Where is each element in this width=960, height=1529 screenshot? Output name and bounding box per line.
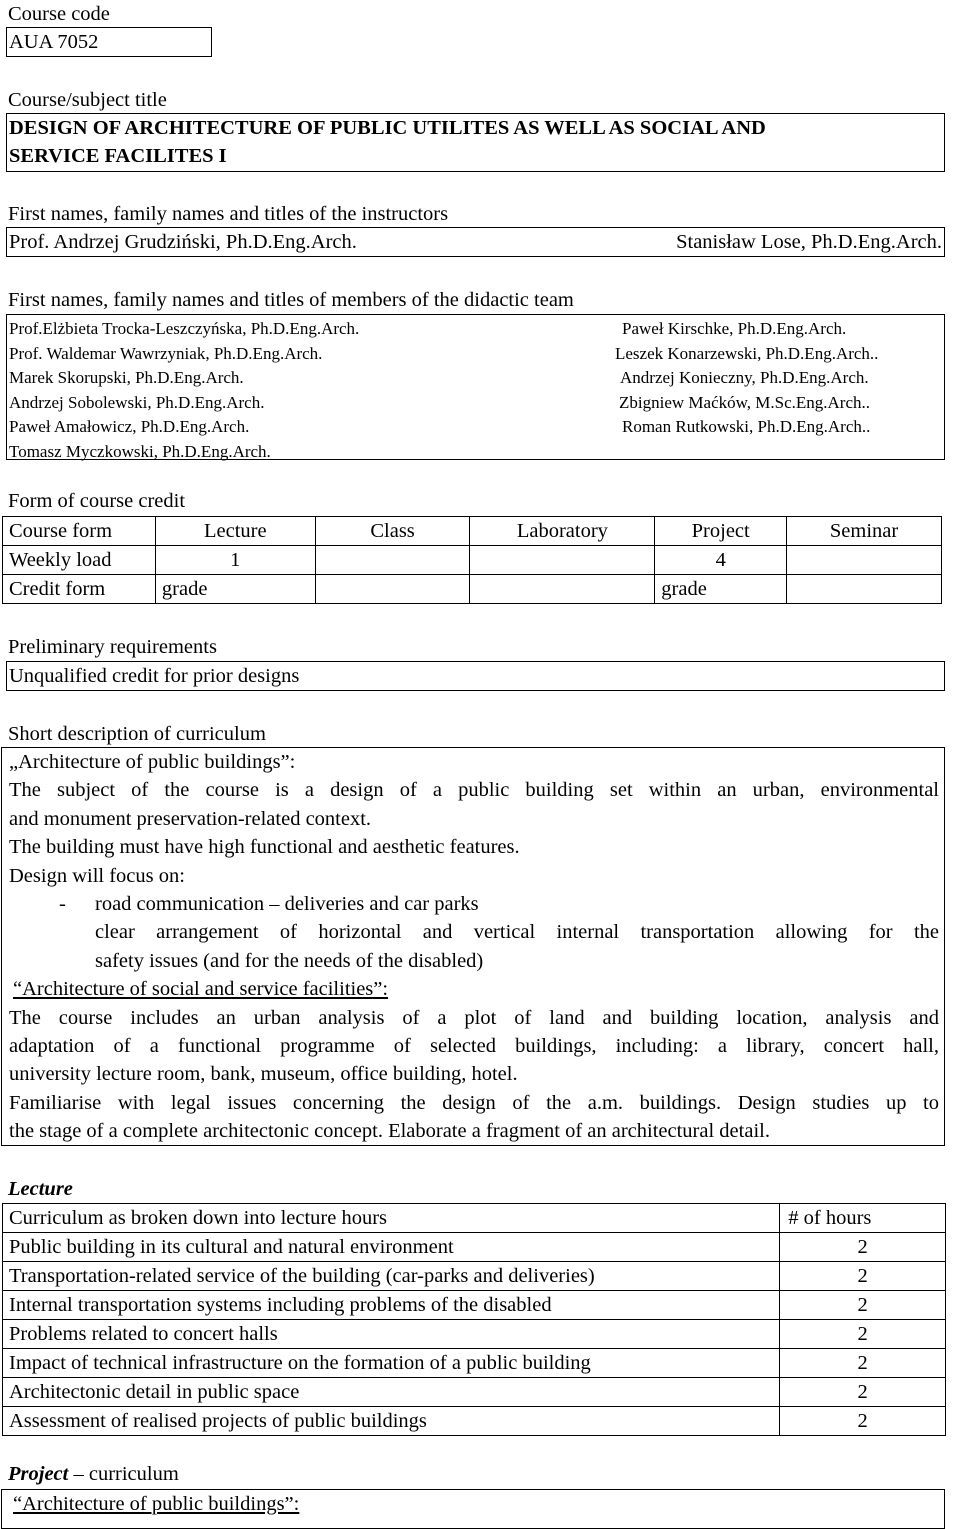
description-bullet-text: clear arrangement of horizontal and vertical internal transportation allowing for the [95, 921, 939, 944]
course-code-box [6, 27, 212, 57]
description-label: Short description of curriculum [8, 723, 266, 745]
instructor-right: Stanisław Lose, Ph.D.Eng.Arch. [676, 231, 942, 253]
course-code-label: Course code [8, 3, 110, 25]
credit-cell [787, 575, 942, 604]
description-text: Familiarise with legal issues concerning the design of the a.m. buildings. Design studies up to [9, 1091, 939, 1114]
lecture-topic: Assessment of realised projects of public buildings [3, 1407, 780, 1436]
credit-header-cell: Course form [3, 517, 156, 546]
team-right-list [615, 317, 878, 440]
credit-cell: grade [655, 575, 787, 604]
description-bullet-text: safety issues (and for the needs of the disabled) [95, 949, 484, 972]
team-member: Zbigniew Maćków, M.Sc.Eng.Arch.. [619, 392, 871, 412]
project-box [1, 1489, 945, 1529]
instructors-box [6, 227, 945, 257]
description-heading-2: “Architecture of social and service facilities”: [13, 978, 389, 1001]
course-title-box [6, 113, 945, 172]
description-heading-1: „Architecture of public buildings”: [9, 751, 296, 773]
description-text: adaptation of a functional programme of selected buildings, including: a library, concert hall, [9, 1034, 939, 1057]
lecture-row [3, 1320, 946, 1349]
lecture-header-row [3, 1204, 946, 1233]
team-label: First names, family names and titles of members of the didactic team [8, 289, 574, 311]
lecture-topic: Architectonic detail in public space [3, 1378, 780, 1407]
course-title-label: Course/subject title [8, 89, 167, 111]
credit-cell: Credit form [3, 575, 156, 604]
prereq-box [6, 661, 945, 691]
team-member: Roman Rutkowski, Ph.D.Eng.Arch.. [622, 417, 871, 436]
lecture-title: Lecture [8, 1178, 73, 1200]
credit-cell: 1 [155, 546, 315, 575]
lecture-hours: 2 [780, 1320, 946, 1349]
lecture-hours: 2 [780, 1233, 946, 1262]
lecture-row [3, 1407, 946, 1436]
credit-cell [470, 546, 655, 575]
description-text: The building must have high functional and aesthetic features. [9, 836, 520, 859]
course-title-line1: DESIGN OF ARCHITECTURE OF PUBLIC UTILITES AS WELL AS SOCIAL AND [9, 117, 766, 139]
credit-cell [315, 546, 470, 575]
credit-header-cell: Class [315, 517, 470, 546]
prereq-label: Preliminary requirements [8, 636, 217, 658]
credit-cell [470, 575, 655, 604]
project-title-bold: Project [8, 1463, 69, 1485]
project-title-rest: – curriculum [68, 1463, 179, 1485]
instructor-left: Prof. Andrzej Grudziński, Ph.D.Eng.Arch. [9, 231, 357, 253]
credit-header-cell: Laboratory [470, 517, 655, 546]
team-member: Paweł Amałowicz, Ph.D.Eng.Arch. [9, 417, 250, 436]
description-text: Design will focus on: [9, 864, 185, 887]
lecture-topic: Internal transportation systems including problems of the disabled [3, 1291, 780, 1320]
credit-row [3, 546, 942, 575]
lecture-hours: 2 [780, 1378, 946, 1407]
description-box [1, 747, 945, 1146]
lecture-topic: Impact of technical infrastructure on the formation of a public building [3, 1349, 780, 1378]
description-text: The course includes an urban analysis of a plot of land and building location, analysis and [9, 1006, 939, 1029]
team-member: Marek Skorupski, Ph.D.Eng.Arch. [9, 368, 244, 387]
lecture-row [3, 1233, 946, 1262]
credit-header-cell: Seminar [787, 517, 942, 546]
team-box [6, 314, 945, 460]
team-member: Andrzej Konieczny, Ph.D.Eng.Arch. [620, 368, 869, 387]
team-member: Prof. Waldemar Wawrzyniak, Ph.D.Eng.Arch. [9, 343, 323, 363]
description-text: and monument preservation-related context. [9, 807, 372, 830]
credit-cell: Weekly load [3, 546, 156, 575]
lecture-header-hours: # of hours [780, 1204, 946, 1233]
course-code-value: AUA 7052 [9, 31, 99, 53]
lecture-topic: Problems related to concert halls [3, 1320, 780, 1349]
team-member: Prof.Elżbieta Trocka-Leszczyńska, Ph.D.Eng.Arch. [9, 319, 360, 338]
team-member: Tomasz Myczkowski, Ph.D.Eng.Arch. [9, 441, 271, 461]
credit-cell: 4 [655, 546, 787, 575]
lecture-row [3, 1349, 946, 1378]
description-bullet [9, 890, 939, 918]
bullet-text: road communication – deliveries and car parks [95, 892, 479, 915]
credit-header-cell: Project [655, 517, 787, 546]
project-subtitle-line [13, 1490, 299, 1519]
course-title-line2: SERVICE FACILITES I [9, 145, 227, 167]
lecture-hours: 2 [780, 1349, 946, 1378]
lecture-row [3, 1291, 946, 1320]
lecture-row [3, 1262, 946, 1291]
team-member: Leszek Konarzewski, Ph.D.Eng.Arch.. [615, 343, 879, 363]
lecture-topic: Transportation-related service of the building (car-parks and deliveries) [3, 1262, 780, 1291]
credit-label: Form of course credit [8, 490, 186, 512]
bullet-dash: - [59, 892, 66, 915]
credit-header-cell: Lecture [155, 517, 315, 546]
team-left-list [9, 317, 359, 464]
description-text: The subject of the course is a design of a public building set within an urban, environmental [9, 779, 939, 802]
lecture-hours: 2 [780, 1291, 946, 1320]
lecture-topic: Public building in its cultural and natural environment [3, 1233, 780, 1262]
description-text: the stage of a complete architectonic concept. Elaborate a fragment of an architectural detail. [9, 1120, 770, 1143]
lecture-header-topic: Curriculum as broken down into lecture hours [3, 1204, 780, 1233]
lecture-table [2, 1203, 946, 1436]
lecture-hours: 2 [780, 1262, 946, 1291]
lecture-hours: 2 [780, 1407, 946, 1436]
credit-cell [315, 575, 470, 604]
credit-table [2, 516, 942, 604]
team-member: Paweł Kirschke, Ph.D.Eng.Arch. [622, 319, 847, 338]
project-subtitle: “Architecture of public buildings”: [13, 1493, 300, 1515]
project-title [8, 1460, 179, 1489]
credit-cell: grade [155, 575, 315, 604]
lecture-row [3, 1378, 946, 1407]
team-member: Andrzej Sobolewski, Ph.D.Eng.Arch. [9, 392, 265, 412]
description-text: university lecture room, bank, museum, office building, hotel. [9, 1063, 518, 1086]
instructors-label: First names, family names and titles of the instructors [8, 203, 449, 225]
prereq-value: Unqualified credit for prior designs [9, 665, 300, 687]
credit-header-row [3, 517, 942, 546]
description-heading-2-line [9, 975, 939, 1003]
credit-cell [787, 546, 942, 575]
credit-row [3, 575, 942, 604]
